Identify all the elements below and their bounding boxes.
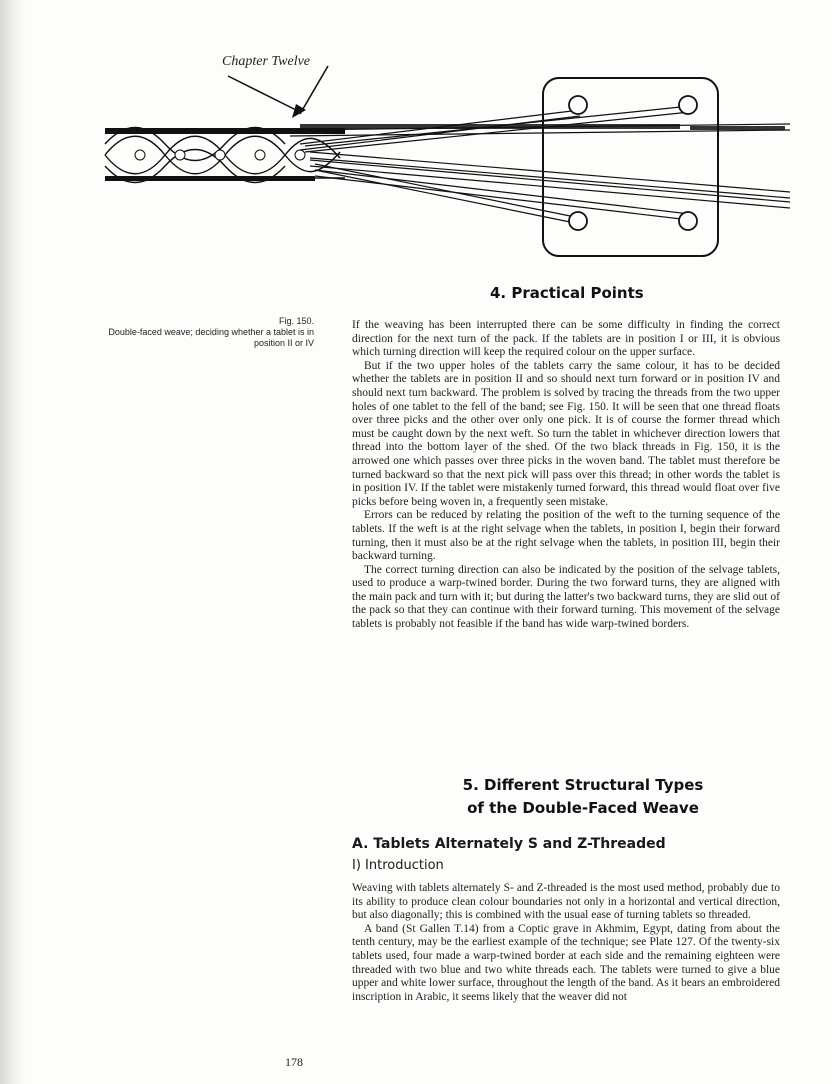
caption-text: Double-faced weave; deciding whether a tablet is in position II or IV xyxy=(108,327,314,348)
subheading-tablets-s-z: A. Tablets Alternately S and Z-Threaded xyxy=(352,836,666,852)
caption-number: Fig. 150. xyxy=(278,316,314,326)
paragraph: The correct turning direction can also be indicated by the position of the selvage tablets, used to produce a warp-twined border. During the two forward turns, they are aligned with the main pack and turn with it; but during the latter's two backward turns, they are slid out of the pack so that they can continue with their forward turning. This movement of the selvage tablets is probably not feasible if the band has wide warp-twined borders. xyxy=(352,563,780,631)
section-heading-structural-types xyxy=(448,774,718,820)
heading-line: 5. Different Structural Types xyxy=(462,776,704,794)
section4-body xyxy=(352,319,780,632)
binding-shadow xyxy=(0,0,26,1084)
section5-body xyxy=(352,882,780,1004)
paragraph: Errors can be reduced by relating the position of the weft to the turning sequence of the tablets. If the weft is at the right selvage when the tablets, in position I, begin their forward turning, then it must also be at the right selvage when the tablets, in position III, begin their backward turning. xyxy=(352,509,780,563)
paragraph: A band (St Gallen T.14) from a Coptic grave in Akhmim, Egypt, dating from about the tenth century, may be the earliest example of the technique; see Plate 127. Of the twenty-six tablets used, four made a warp-twined border at each side and the remaining eighteen were threaded with two blue and two white threads each. The tablets were turned to give a blue upper and white lower surface, throughout the length of the band. As it bears an embroidered inscription in Arabic, it seems likely that the weaver did not xyxy=(352,922,780,1003)
page-number: 178 xyxy=(285,1055,303,1069)
running-header: Chapter Twelve xyxy=(222,54,311,69)
section-heading-practical-points: 4. Practical Points xyxy=(490,284,644,302)
paragraph: If the weaving has been interrupted there can be some difficulty in finding the correct direction for the next turn of the pack. If the tablets are in position I or III, it is obvious which turning direction will keep the required colour on the upper surface. xyxy=(352,319,780,359)
figure-caption xyxy=(90,316,314,349)
subsubheading-introduction: I) Introduction xyxy=(352,858,444,873)
paragraph: Weaving with tablets alternately S- and Z-threaded is the most used method, probably due to its ability to produce clean colour boundaries not only in a horizontal and vertical direction, but also diagonally; this is combined with the usual ease of turning tablets so threaded. xyxy=(352,882,780,922)
fig-150-illustration xyxy=(100,60,790,270)
heading-line: of the Double-Faced Weave xyxy=(467,799,699,817)
paragraph: But if the two upper holes of the tablets carry the same colour, it has to be decided whether the tablets are in position II and so should next turn forward or in position IV and should next turn backward. The problem is solved by tracing the threads from the two upper holes of one tablet to the fell of the band; see Fig. 150. It will be seen that one thread floats over three picks and the other over only one pick. It is of course the former thread which must be caught down by the next weft. So turn the tablet in whichever direction lowers that thread into the bottom layer of the shed. Of the two black threads in Fig. 150, it is the arrowed one which passes over three picks in the woven band. The tablet must therefore be turned backward so that the next pick will pass over this thread; in other words the tablet is in position IV. If the tablet were mistakenly turned forward, this thread would float over five picks before being woven in, a frequently seen mistake. xyxy=(352,359,780,508)
